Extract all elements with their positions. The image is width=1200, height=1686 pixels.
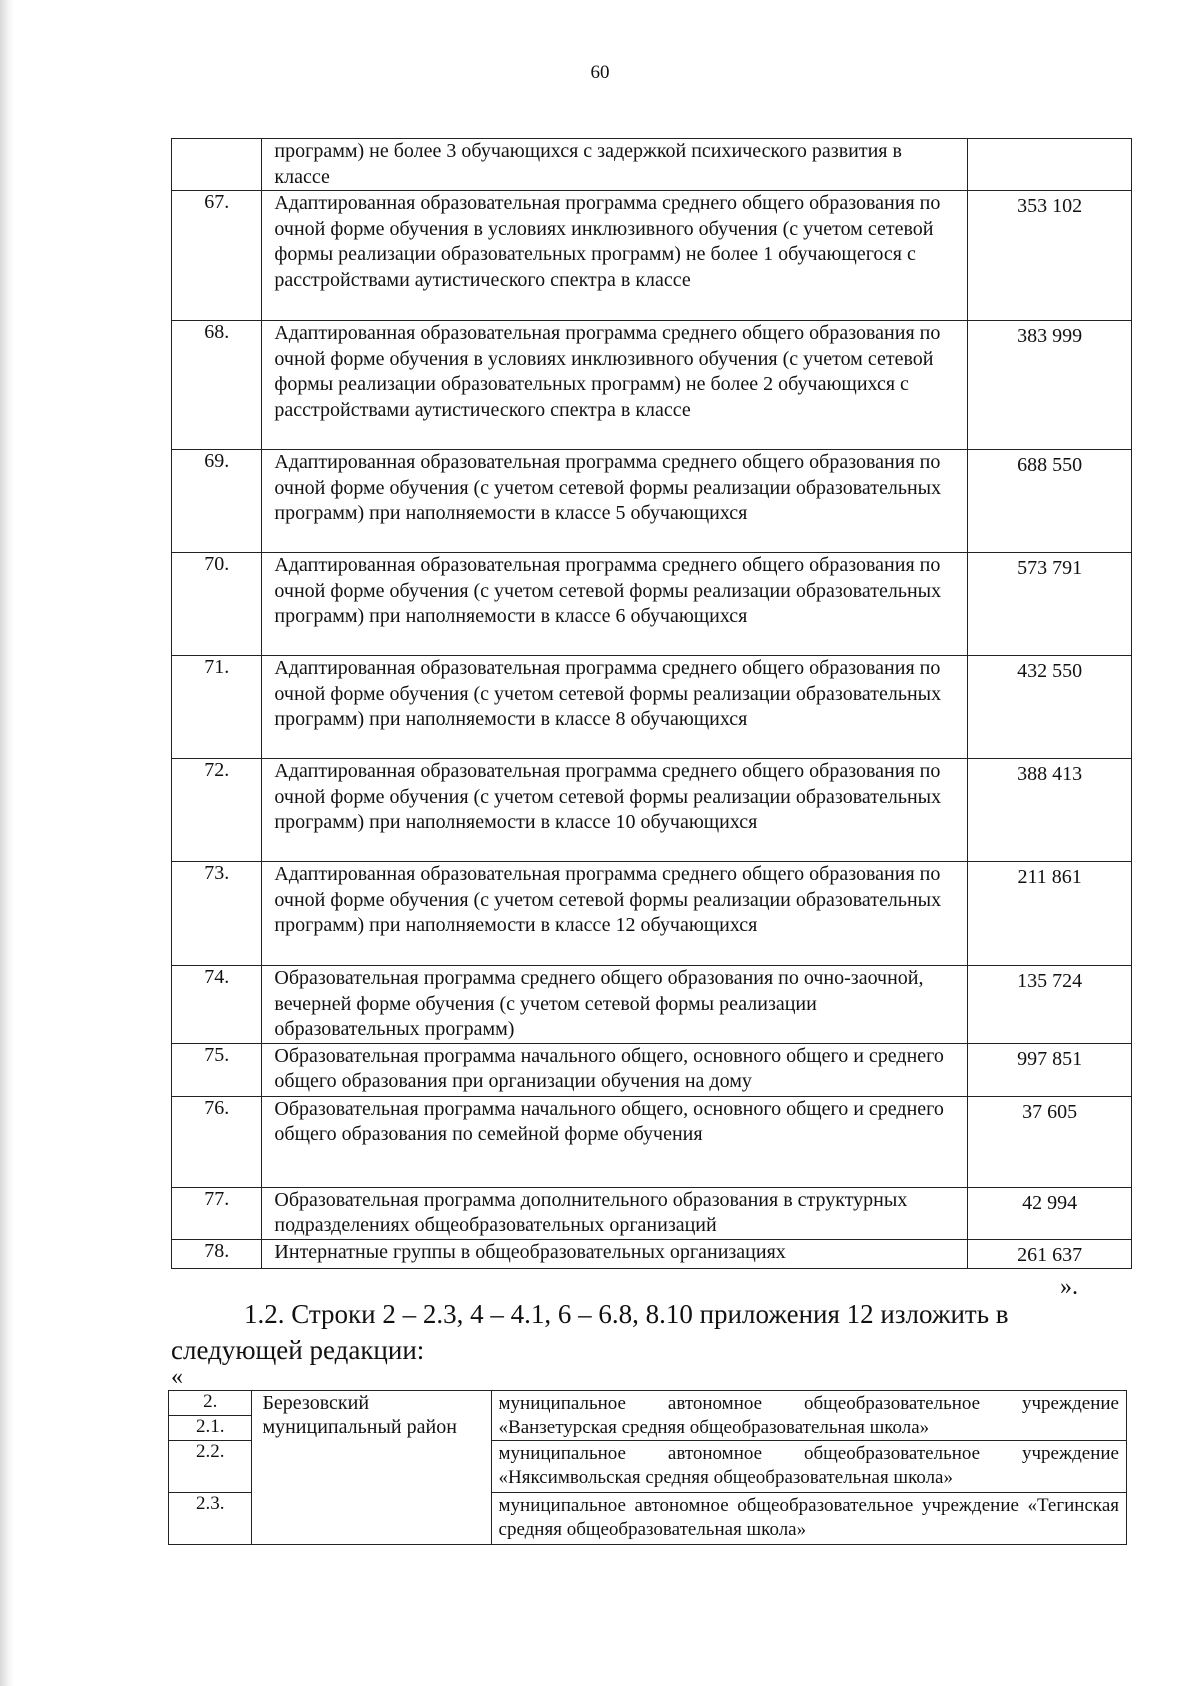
row-number: 69. bbox=[172, 450, 262, 553]
amendment-line-1: 1.2. Строки 2 – 2.3, 4 – 4.1, 6 – 6.8, 8.10 приложения 12 изложить в bbox=[244, 1299, 1009, 1329]
row-value: 688 550 bbox=[968, 450, 1132, 553]
row-number: 78. bbox=[172, 1239, 262, 1268]
appendix-table bbox=[168, 1390, 1127, 1545]
row-description: Образовательная программа дополнительного образования в структурных подразделениях общеобразовательных организаций bbox=[262, 1187, 968, 1239]
amendment-line-2: следующей редакции: bbox=[171, 1335, 425, 1365]
row-description: Адаптированная образовательная программа среднего общего образования по очной форме обучения в условиях инклюзивного обучения (с учетом сетевой формы реализации образовательных программ) не более 1 обучающегося с расстройствами аутистического спектра в классе bbox=[262, 191, 968, 321]
scan-edge bbox=[0, 0, 14, 1686]
row-value: 432 550 bbox=[968, 656, 1132, 759]
table-row bbox=[172, 656, 1132, 759]
page-number: 60 bbox=[590, 62, 610, 83]
row-number: 72. bbox=[172, 759, 262, 862]
row-value: 135 724 bbox=[968, 966, 1132, 1044]
row-value: 353 102 bbox=[968, 191, 1132, 321]
row-description: Адаптированная образовательная программа среднего общего образования по очной форме обучения (с учетом сетевой формы реализации образовательных программ) при наполняемости в классе 10 обучающихся bbox=[262, 759, 968, 862]
table-row bbox=[172, 1043, 1132, 1096]
row-description: Адаптированная образовательная программа среднего общего образования по очной форме обучения (с учетом сетевой формы реализации образовательных программ) при наполняемости в классе 5 обучающихся bbox=[262, 450, 968, 553]
row-number: 2.1. bbox=[169, 1416, 252, 1441]
row-number: 70. bbox=[172, 553, 262, 656]
institution-name: муниципальное автономное общеобразовательное учреждение «Ванзетурская средняя общеобразовательная школа» bbox=[491, 1391, 1126, 1441]
row-description: программ) не более 3 обучающихся с задержкой психического развития в классе bbox=[262, 139, 968, 191]
table-row bbox=[172, 1187, 1132, 1239]
table-row bbox=[172, 862, 1132, 966]
amendment-paragraph bbox=[171, 1296, 1091, 1368]
row-number bbox=[172, 139, 262, 191]
row-number: 71. bbox=[172, 656, 262, 759]
opening-quote: « bbox=[171, 1364, 183, 1390]
table-row bbox=[169, 1391, 1127, 1416]
row-number: 2. bbox=[169, 1391, 252, 1416]
row-description: Образовательная программа среднего общего образования по очно-заочной, вечерней форме обучения (с учетом сетевой формы реализации образовательных программ) bbox=[262, 966, 968, 1044]
row-description: Адаптированная образовательная программа среднего общего образования по очной форме обучения (с учетом сетевой формы реализации образовательных программ) при наполняемости в классе 12 обучающихся bbox=[262, 862, 968, 966]
row-value: 383 999 bbox=[968, 321, 1132, 450]
row-value: 42 994 bbox=[968, 1187, 1132, 1239]
row-value bbox=[968, 139, 1132, 191]
row-number: 67. bbox=[172, 191, 262, 321]
table-row bbox=[172, 321, 1132, 450]
row-description: Образовательная программа начального общего, основного общего и среднего общего образования при организации обучения на дому bbox=[262, 1043, 968, 1096]
institution-name: муниципальное автономное общеобразовательное учреждение «Няксимвольская средняя общеобразовательная школа» bbox=[491, 1441, 1126, 1493]
row-value: 261 637 bbox=[968, 1239, 1132, 1268]
row-value: 37 605 bbox=[968, 1096, 1132, 1187]
row-description: Интернатные группы в общеобразовательных организациях bbox=[262, 1239, 968, 1268]
table-row bbox=[172, 191, 1132, 321]
table-row bbox=[172, 966, 1132, 1044]
row-number: 73. bbox=[172, 862, 262, 966]
table-row bbox=[172, 139, 1132, 191]
row-description: Адаптированная образовательная программа среднего общего образования по очной форме обучения (с учетом сетевой формы реализации образовательных программ) при наполняемости в классе 6 обучающихся bbox=[262, 553, 968, 656]
table-row bbox=[172, 1239, 1132, 1268]
closing-quote: ». bbox=[1060, 1274, 1078, 1300]
row-description: Адаптированная образовательная программа среднего общего образования по очной форме обучения в условиях инклюзивного обучения (с учетом сетевой формы реализации образовательных программ) не более 2 обучающихся с расстройствами аутистического спектра в классе bbox=[262, 321, 968, 450]
institution-name: муниципальное автономное общеобразовательное учреждение «Тегинская средняя общеобразовательная школа» bbox=[491, 1493, 1126, 1545]
district-name: Березовский муниципальный район bbox=[252, 1391, 491, 1545]
table-row bbox=[172, 553, 1132, 656]
row-number: 2.2. bbox=[169, 1441, 252, 1493]
row-description: Образовательная программа начального общего, основного общего и среднего общего образования по семейной форме обучения bbox=[262, 1096, 968, 1187]
table-row bbox=[172, 450, 1132, 553]
tariff-table bbox=[171, 138, 1132, 1269]
row-number: 2.3. bbox=[169, 1493, 252, 1545]
row-value: 388 413 bbox=[968, 759, 1132, 862]
table-row bbox=[172, 759, 1132, 862]
row-number: 76. bbox=[172, 1096, 262, 1187]
row-value: 573 791 bbox=[968, 553, 1132, 656]
row-number: 74. bbox=[172, 966, 262, 1044]
row-number: 77. bbox=[172, 1187, 262, 1239]
row-description: Адаптированная образовательная программа среднего общего образования по очной форме обучения (с учетом сетевой формы реализации образовательных программ) при наполняемости в классе 8 обучающихся bbox=[262, 656, 968, 759]
row-value: 997 851 bbox=[968, 1043, 1132, 1096]
row-number: 68. bbox=[172, 321, 262, 450]
table-row bbox=[172, 1096, 1132, 1187]
row-value: 211 861 bbox=[968, 862, 1132, 966]
row-number: 75. bbox=[172, 1043, 262, 1096]
